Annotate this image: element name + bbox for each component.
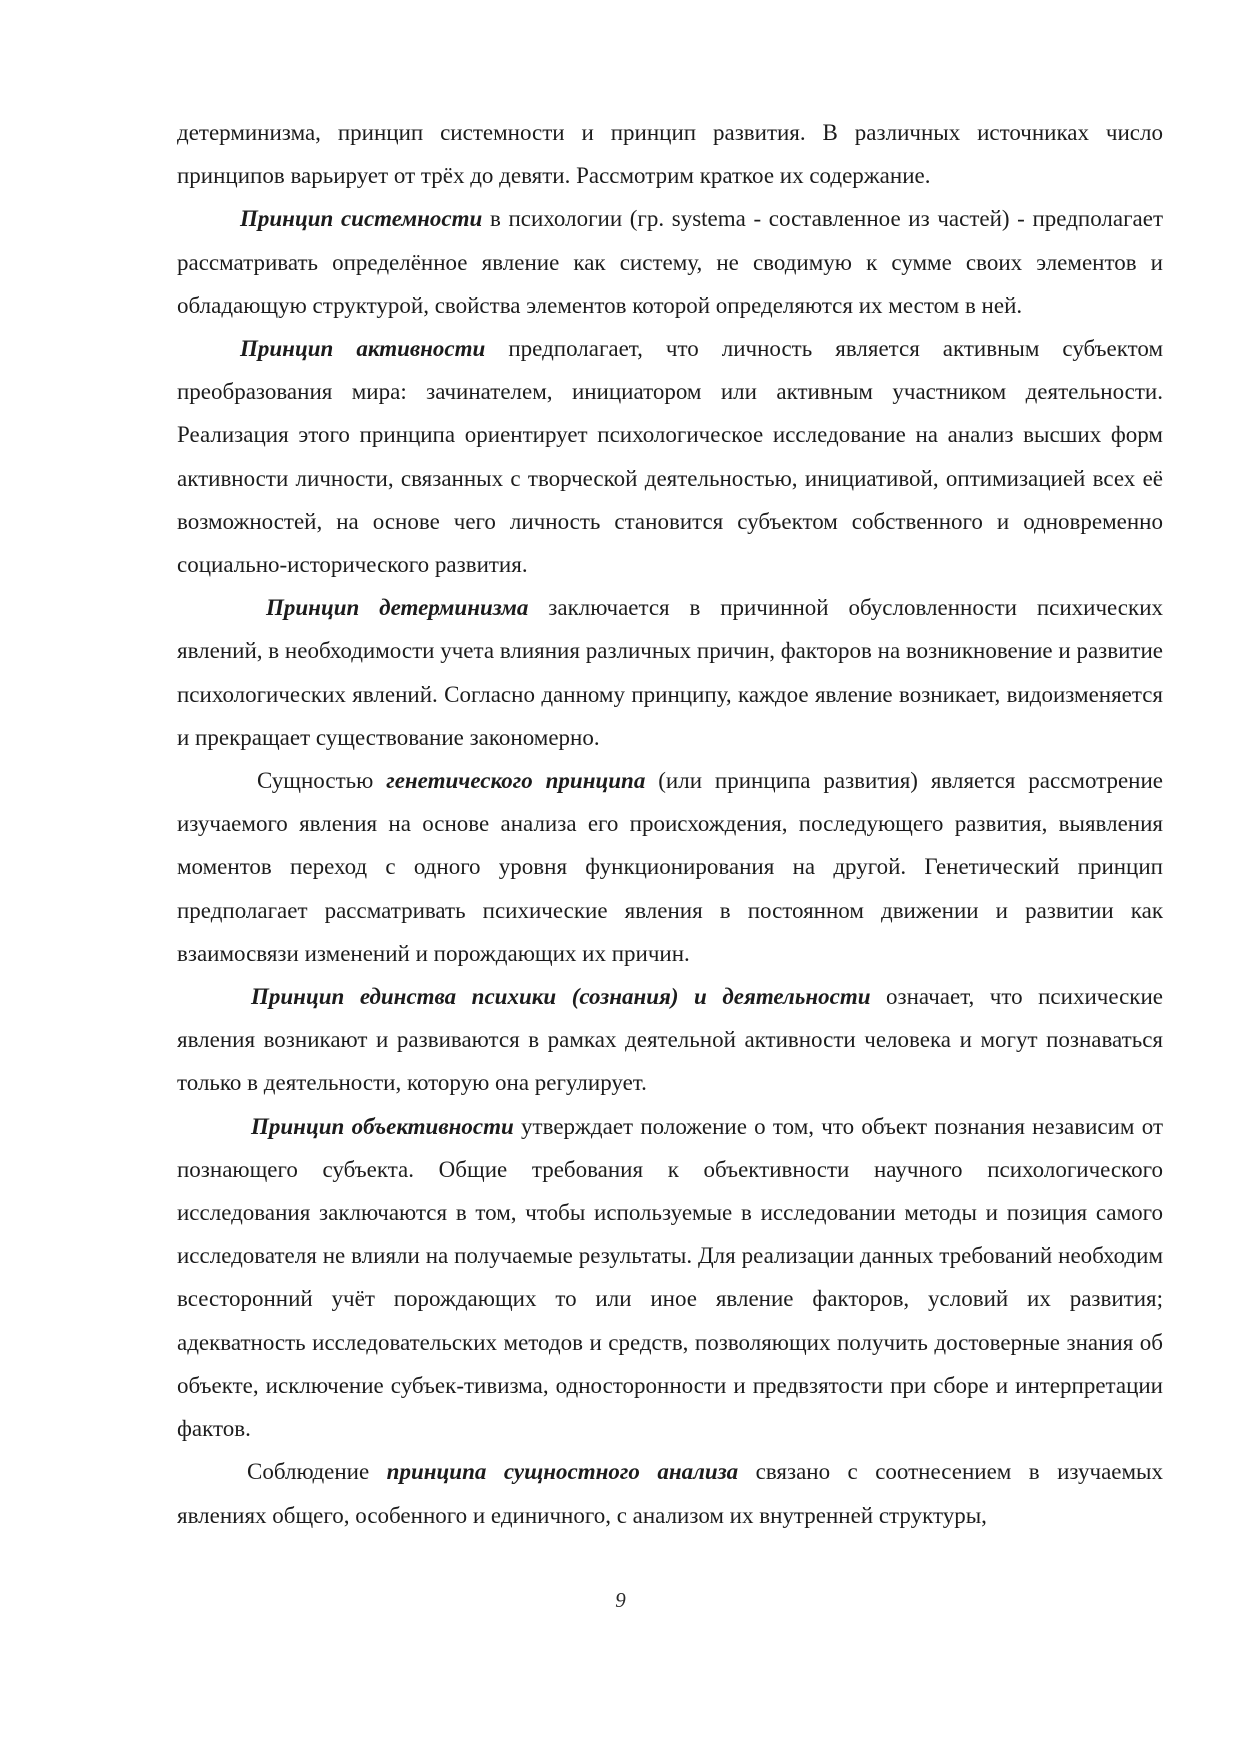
paragraph-essential-analysis-principle	[177, 1450, 1163, 1536]
term-objectivity-principle: Принцип объективности	[251, 1113, 514, 1139]
paragraph-text: заключается в причинной обусловленности психических явлений, в необходимости учета влияния различных причин, факторов на возникновение и развитие психологических явлений. Согласно данному принципу, каждое явление возникает, видоизменяется и прекращает существование закономерно.	[177, 595, 1164, 750]
paragraph-intro	[177, 111, 1163, 197]
term-activity-principle: Принцип активности	[240, 336, 486, 362]
term-genetic-principle: генетического принципа	[386, 768, 646, 794]
term-unity-principle: Принцип единства психики (сознания) и деятельности	[251, 984, 871, 1010]
paragraph-text: связано с соотнесением в изучаемых явлениях общего, особенного и единичного, с анализом их внутренней структуры,	[177, 1459, 1164, 1528]
paragraph-text: означает, что психические явления возникают и развиваются в рамках деятельной активности человека и могут познаваться только в деятельности, которую она регулирует.	[177, 984, 1163, 1096]
paragraph-genetic-principle	[177, 759, 1163, 975]
term-essential-analysis-principle: принципа сущностного анализа	[386, 1459, 739, 1485]
paragraph-activity-principle	[177, 327, 1163, 586]
paragraph-systemic-principle	[177, 197, 1163, 327]
paragraph-objectivity-principle	[177, 1105, 1163, 1451]
term-determinism-principle: Принцип детерминизма	[266, 595, 529, 621]
paragraph-determinism-principle	[177, 586, 1163, 759]
paragraph-text: утверждает положение о том, что объект познания независим от познающего субъекта. Общие требования к объективности научного психологического исследования заключаются в том, чтобы используемые в исследовании методы и позиция самого исследователя не влияли на получаемые результаты. Для реализации данных требований необходим всесторонний учёт порождающих то или иное явление факторов, условий их развития; адекватность исследовательских методов и средств, позволяющих получить достоверные знания об объекте, исключение субъек-тивизма, односторонности и предвзятости при сборе и интерпретации фактов.	[177, 1113, 1163, 1442]
page-body	[177, 111, 1163, 1537]
page-number: 9	[615, 1588, 626, 1612]
paragraph-text: Сущностью	[257, 768, 387, 794]
paragraph-text: в психологии (гр. systema - составленное из частей) - предполагает рассматривать определённое явление как систему, не сводимую к сумме своих элементов и обладающую структурой, свойства элементов которой определяются их местом в ней.	[177, 206, 1163, 318]
paragraph-text: Соблюдение	[247, 1459, 387, 1485]
paragraph-text: (или принципа развития) является рассмотрение изучаемого явления на основе анализа его происхождения, последующего развития, выявления моментов переход с одного уровня функционирования на другой. Генетический принцип предполагает рассматривать психические явления в постоянном движении и развитии как взаимосвязи изменений и порождающих их причин.	[177, 768, 1164, 966]
paragraph-unity-principle	[177, 975, 1163, 1105]
paragraph-text: предполагает, что личность является активным субъектом преобразования мира: зачинателем, инициатором или активным участником деятельности. Реализация этого принципа ориентирует психологическое исследование на анализ высших форм активности личности, связанных с творческой деятельностью, инициативой, оптимизацией всех её возможностей, на основе чего личность становится субъектом собственного и одновременно социально-исторического развития.	[177, 336, 1163, 578]
term-systemic-principle: Принцип системности	[240, 206, 483, 232]
paragraph-text: детерминизма, принцип системности и принцип развития. В различных источниках число принципов варьирует от трёх до девяти. Рассмотрим краткое их содержание.	[177, 120, 1163, 189]
